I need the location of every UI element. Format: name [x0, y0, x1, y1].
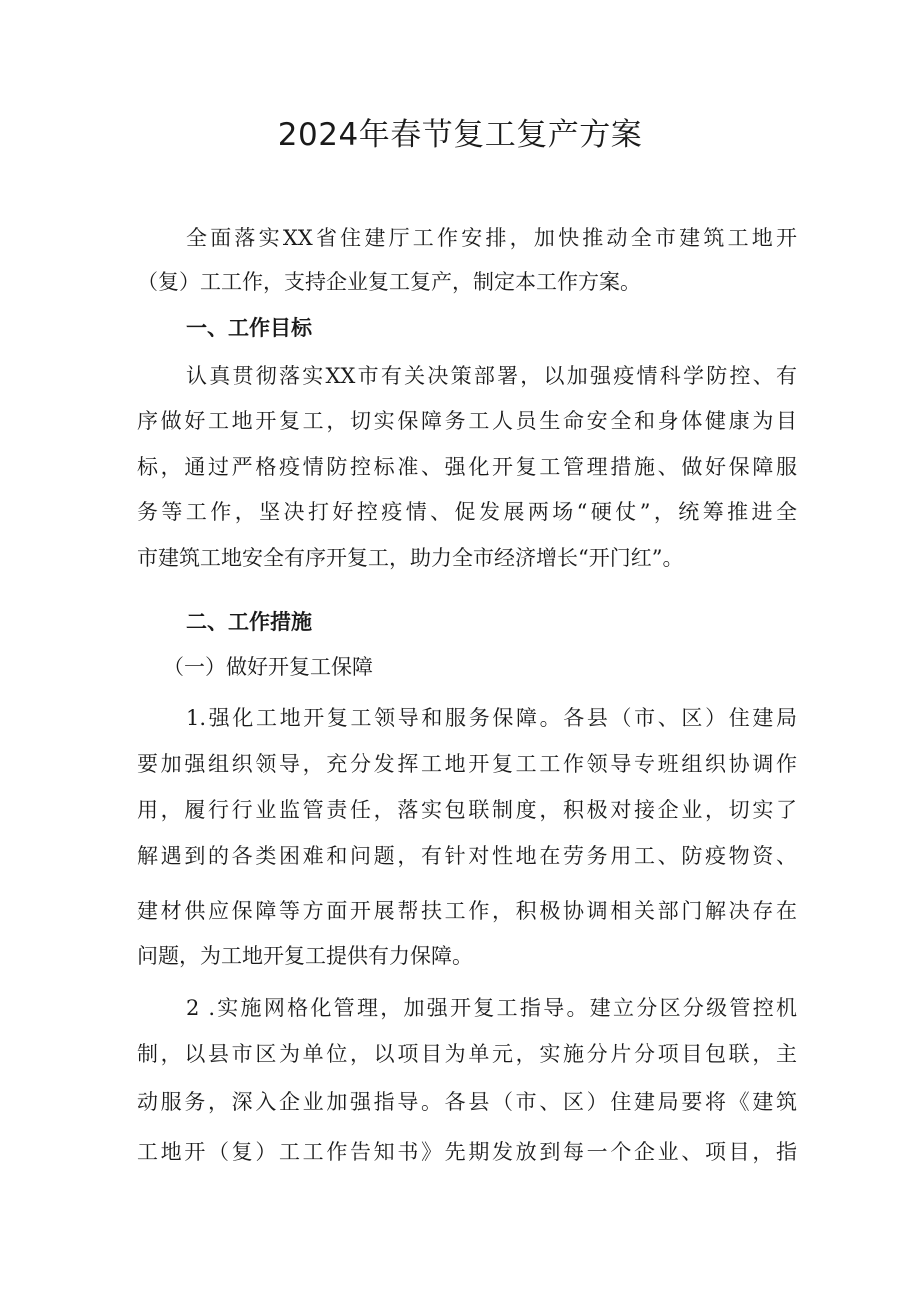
paragraph-line: 市建筑工地安全有序开复工，助力全市经济增长“开门红”。 [137, 546, 684, 570]
paragraph-line: 序做好工地开复工，切实保障务工人员生命安全和身体健康为目 [137, 409, 797, 433]
paragraph-line: 2 .实施网格化管理，加强开复工指导。建立分区分级管控机 [186, 996, 797, 1020]
paragraph-line: 要加强组织领导，充分发挥工地开复工工作领导专班组织协调作 [137, 752, 797, 776]
paragraph-line: 认真贯彻落实XX市有关决策部署，以加强疫情科学防控、有 [186, 364, 797, 388]
section-heading: 二、工作措施 [186, 610, 312, 634]
paragraph-line: 问题，为工地开复工提供有力保障。 [137, 944, 473, 968]
document-title: 2024年春节复工复产方案 [277, 117, 643, 153]
paragraph-line: 标，通过严格疫情防控标准、强化开复工管理措施、做好保障服 [137, 455, 797, 479]
paragraph-line: 务等工作，坚决打好控疫情、促发展两场“硬仗”，统筹推进全 [137, 500, 797, 524]
paragraph-line: 动服务，深入企业加强指导。各县（市、区）住建局要将《建筑 [137, 1090, 797, 1114]
paragraph-line: 建材供应保障等方面开展帮扶工作，积极协调相关部门解决存在 [137, 899, 797, 923]
subsection-heading: （一）做好开复工保障 [163, 655, 373, 679]
paragraph-line: 1.强化工地开复工领导和服务保障。各县（市、区）住建局 [186, 706, 797, 730]
paragraph-line: （复）工工作，支持企业复工复产，制定本工作方案。 [137, 270, 641, 294]
paragraph-line: 制，以县市区为单位，以项目为单元，实施分片分项目包联，主 [137, 1042, 797, 1066]
paragraph-line: 全面落实XX省住建厅工作安排，加快推动全市建筑工地开 [186, 226, 797, 250]
paragraph-line: 工地开（复）工工作告知书》先期发放到每一个企业、项目，指 [137, 1140, 797, 1164]
section-heading: 一、工作目标 [186, 316, 312, 340]
paragraph-line: 解遇到的各类困难和问题，有针对性地在劳务用工、防疫物资、 [137, 844, 797, 868]
paragraph-line: 用，履行行业监管责任，落实包联制度，积极对接企业，切实了 [137, 798, 797, 822]
